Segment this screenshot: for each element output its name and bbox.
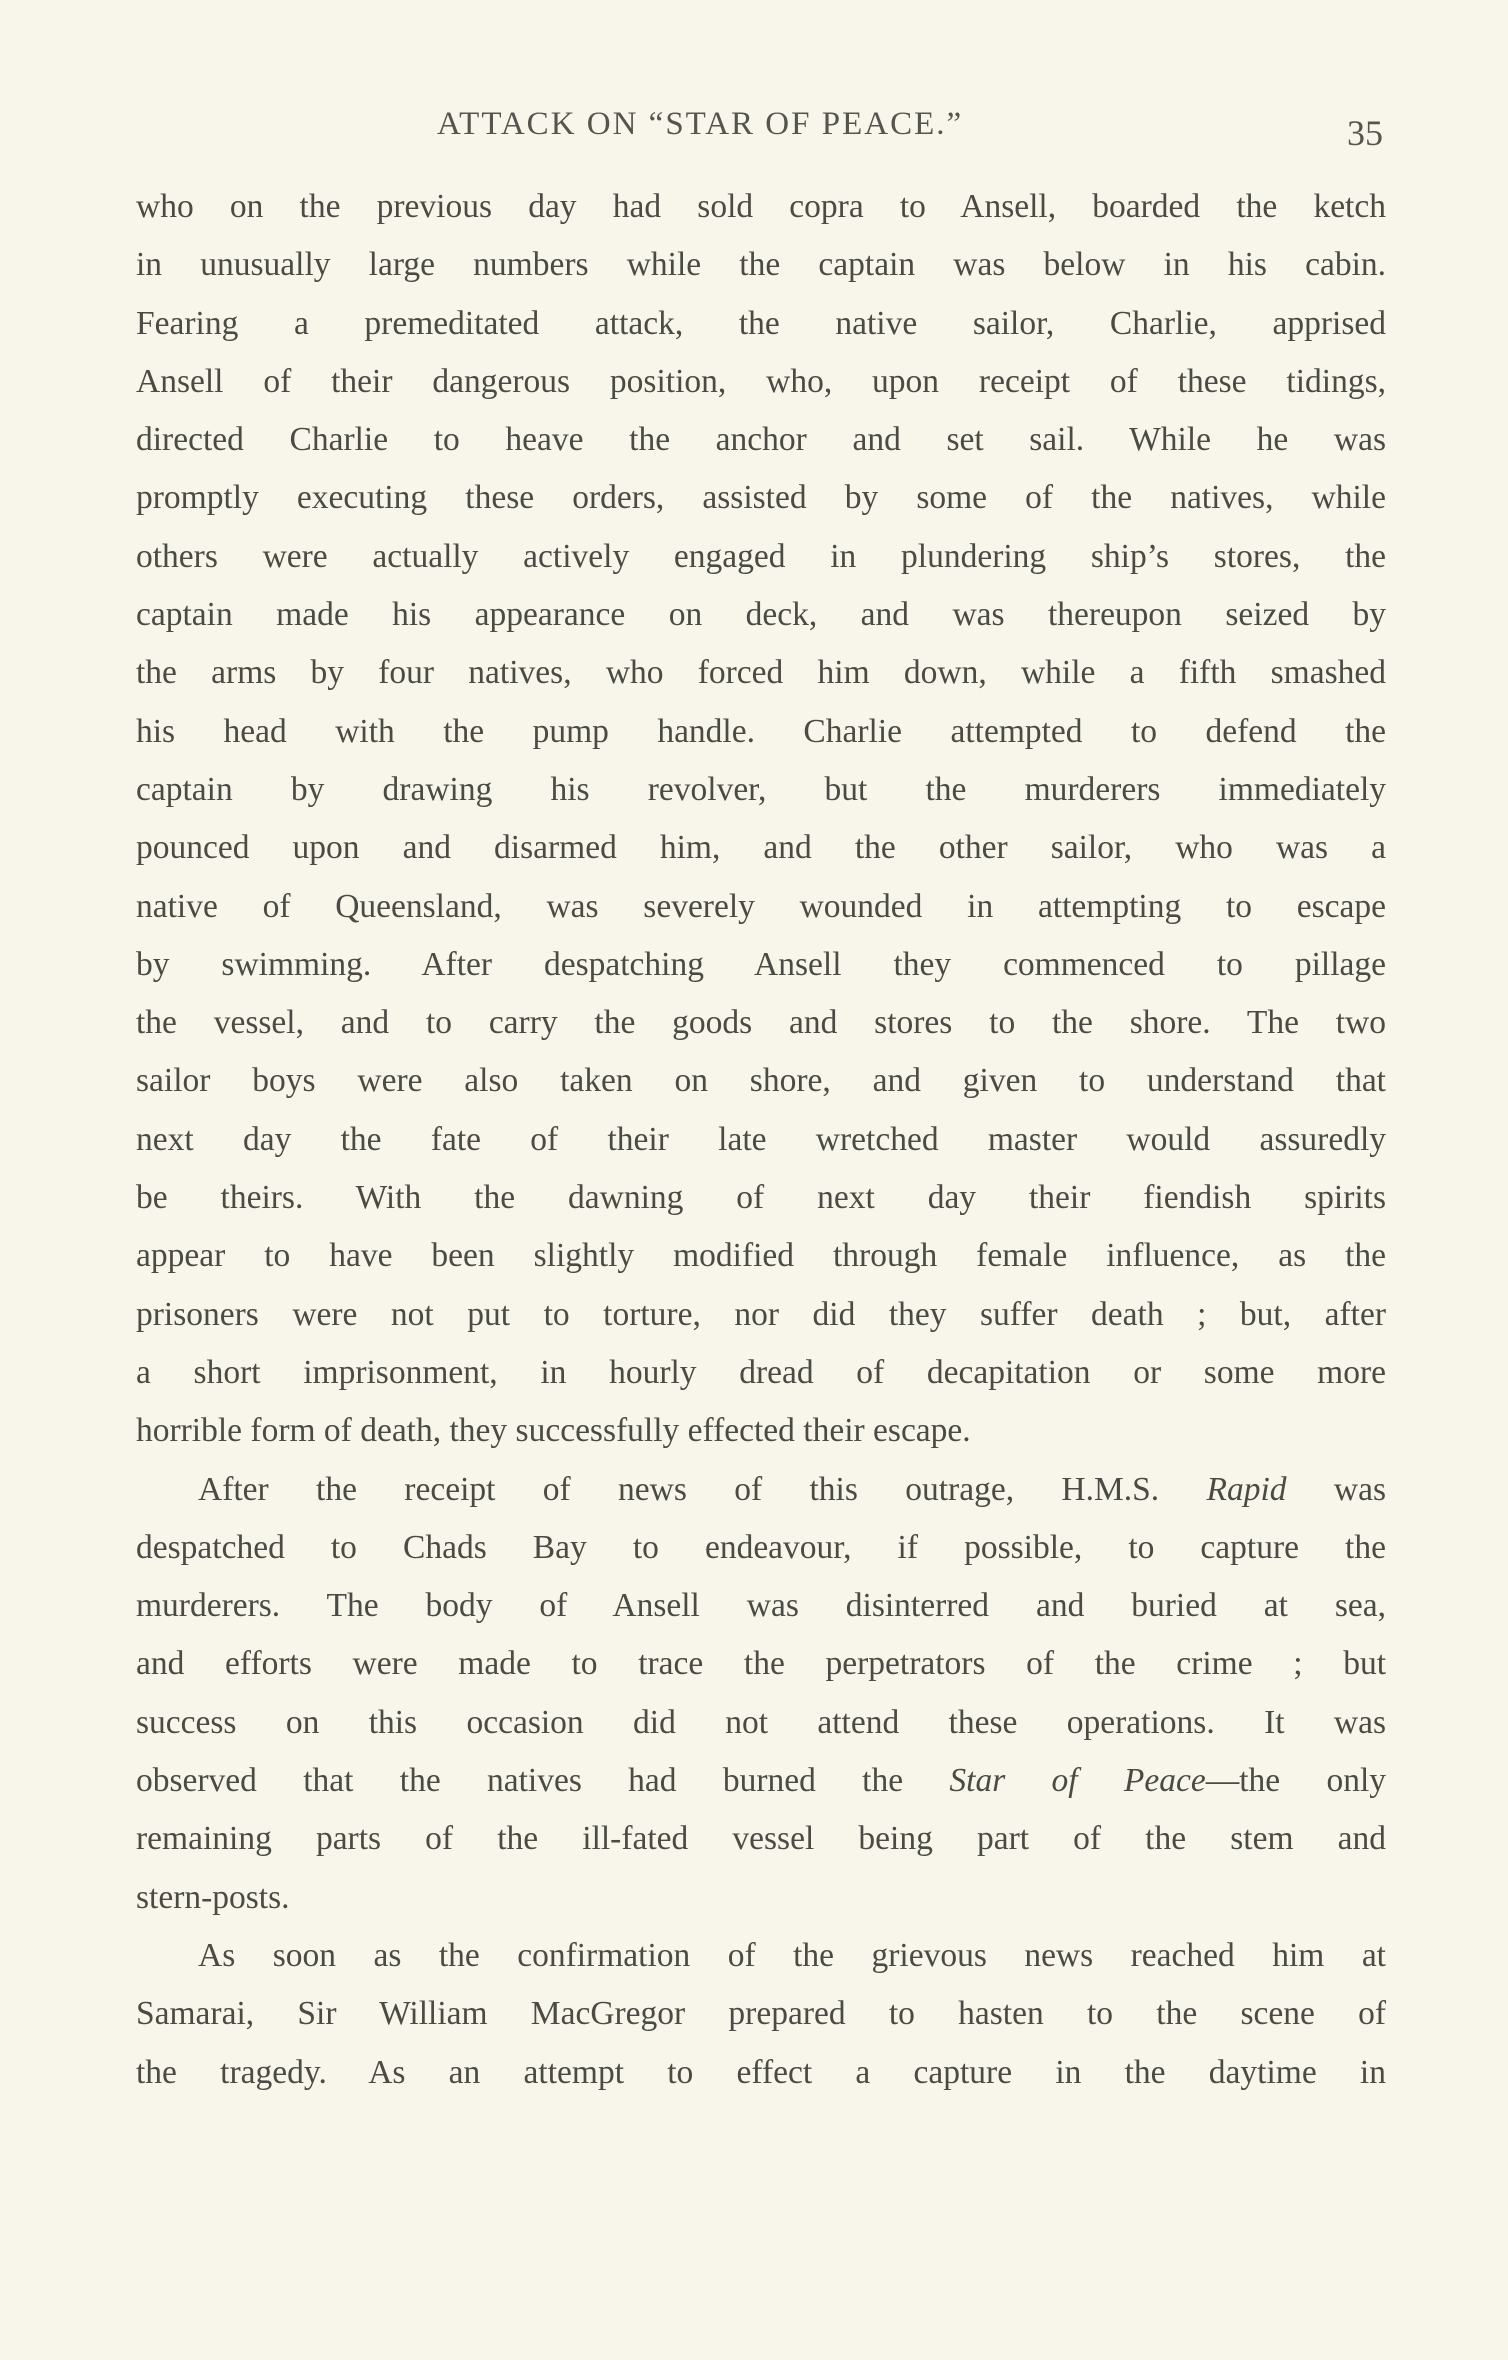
text-line: Fearing a premeditated attack, the native sailor, Charlie, apprised <box>136 304 1386 342</box>
paragraph-3 <box>136 1927 1386 2102</box>
text-line: and efforts were made to trace the perpetrators of the crime ; but <box>136 1645 1386 1683</box>
text-line: stern-posts. <box>136 1878 290 1916</box>
text-line <box>136 1752 1386 1810</box>
text-line: the vessel, and to carry the goods and stores to the shore. The two <box>136 1004 1386 1042</box>
ship-name-star-of-peace: Star of Peace <box>949 1762 1206 1800</box>
page-number: 35 <box>1347 113 1383 153</box>
text-line: be theirs. With the dawning of next day their fiendish spirits <box>136 1179 1386 1217</box>
text-line: remaining parts of the ill-fated vessel being part of the stem and <box>136 1820 1386 1858</box>
text-line: next day the fate of their late wretched master would assuredly <box>136 1120 1386 1158</box>
text-line: Ansell of their dangerous position, who, upon receipt of these tidings, <box>136 362 1386 400</box>
text-line: a short imprisonment, in hourly dread of decapitation or some more <box>136 1353 1386 1391</box>
text-line: native of Queensland, was severely wounded in attempting to escape <box>136 887 1386 925</box>
text-line: captain made his appearance on deck, and was thereupon seized by <box>136 596 1386 634</box>
ship-name-rapid: Rapid <box>1206 1470 1287 1508</box>
text-line: murderers. The body of Ansell was disinterred and buried at sea, <box>136 1587 1386 1625</box>
text-line: in unusually large numbers while the captain was below in his cabin. <box>136 246 1386 284</box>
body-text <box>136 178 1386 2102</box>
paragraph-1 <box>136 178 1386 1461</box>
text-line: captain by drawing his revolver, but the murderers immediately <box>136 770 1386 808</box>
text-line: others were actually actively engaged in plundering ship’s stores, the <box>136 537 1386 575</box>
text-span: observed that the natives had burned the <box>136 1762 950 1800</box>
text-line: appear to have been slightly modified through female influence, as the <box>136 1237 1386 1275</box>
text-line: the arms by four natives, who forced him down, while a fifth smashed <box>136 654 1386 692</box>
text-line: despatched to Chads Bay to endeavour, if possible, to capture the <box>136 1528 1386 1566</box>
text-line: success on this occasion did not attend these operations. It was <box>136 1703 1386 1741</box>
paragraph-2 <box>136 1461 1386 1927</box>
text-line: sailor boys were also taken on shore, and given to understand that <box>136 1062 1386 1100</box>
text-line: directed Charlie to heave the anchor and set sail. While he was <box>136 421 1386 459</box>
text-span: was <box>1286 1470 1386 1508</box>
text-line: Samarai, Sir William MacGregor prepared to hasten to the scene of <box>136 1995 1386 2033</box>
text-line: horrible form of death, they successfully effected their escape. <box>136 1412 971 1450</box>
text-line: who on the previous day had sold copra to Ansell, boarded the ketch <box>136 188 1386 225</box>
text-line: his head with the pump handle. Charlie attempted to defend the <box>136 712 1386 750</box>
running-title: ATTACK ON “STAR OF PEACE.” <box>437 106 964 142</box>
text-line <box>136 1461 1386 1519</box>
running-head <box>0 106 1508 156</box>
text-line: prisoners were not put to torture, nor did they suffer death ; but, after <box>136 1295 1386 1333</box>
text-span: —the only <box>1205 1762 1386 1800</box>
text-line: the tragedy. As an attempt to effect a capture in the daytime in <box>136 2053 1386 2091</box>
text-line: As soon as the confirmation of the grievous news reached him at <box>198 1936 1386 1974</box>
text-line: by swimming. After despatching Ansell they commenced to pillage <box>136 945 1386 983</box>
text-span: After the receipt of news of this outrage, H.M.S. <box>198 1470 1207 1508</box>
text-line: promptly executing these orders, assisted by some of the natives, while <box>136 479 1386 517</box>
text-line: pounced upon and disarmed him, and the other sailor, who was a <box>136 829 1386 867</box>
